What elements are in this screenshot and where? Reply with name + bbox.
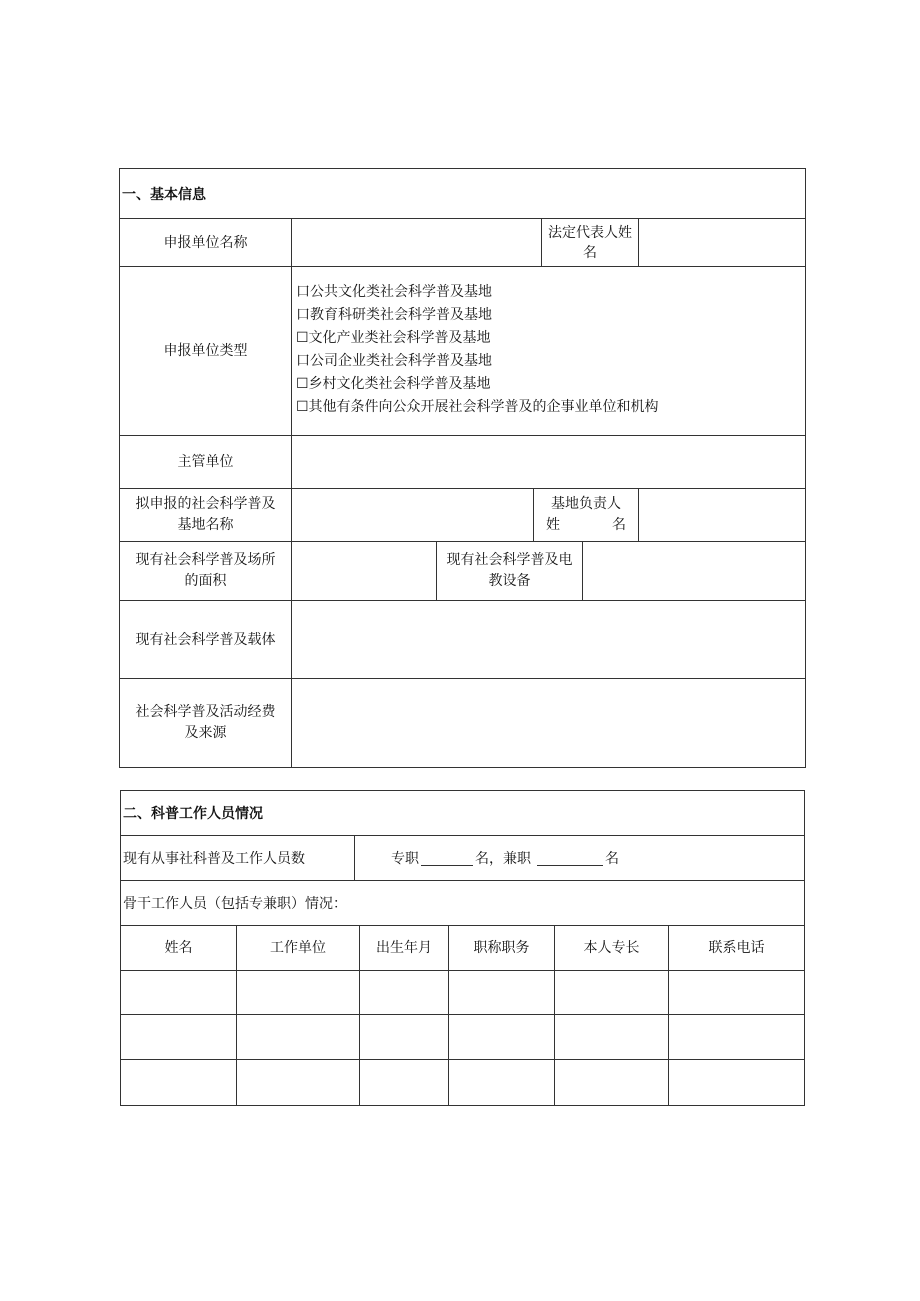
av-equipment-label: 现有社会科学普及电 教设备: [436, 541, 583, 601]
table-cell[interactable]: [668, 970, 805, 1015]
unit-type-option-education-research[interactable]: 口教育科研类社会科学普及基地: [296, 307, 492, 323]
unit-type-option-company-enterprise[interactable]: 口公司企业类社会科学普及基地: [296, 353, 492, 369]
column-header-phone: 联系电话: [668, 925, 805, 971]
parttime-count-blank[interactable]: [537, 851, 603, 866]
supervisor-field[interactable]: [291, 435, 806, 489]
table-cell[interactable]: [554, 1014, 669, 1060]
table-cell[interactable]: [554, 1059, 669, 1106]
av-equipment-field[interactable]: [582, 541, 806, 601]
section-title-text: 一、基本信息: [122, 186, 206, 203]
fulltime-prefix: 专职: [391, 851, 419, 867]
unit-type-option-public-culture[interactable]: 口公共文化类社会科学普及基地: [296, 284, 492, 300]
table-cell[interactable]: [359, 970, 449, 1015]
applicant-name-label: 申报单位名称: [119, 218, 292, 267]
table-cell[interactable]: [120, 1014, 237, 1060]
column-header-title-position: 职称职务: [448, 925, 555, 971]
table-cell[interactable]: [236, 1059, 360, 1106]
core-staff-label: 骨干工作人员（包括专兼职）情况：: [120, 880, 805, 926]
carrier-field[interactable]: [291, 600, 806, 679]
table-cell[interactable]: [359, 1014, 449, 1060]
legal-rep-field[interactable]: [638, 218, 806, 267]
venue-area-label: 现有社会科学普及场所 的面积: [119, 541, 292, 601]
venue-area-field[interactable]: [291, 541, 437, 601]
parttime-suffix: 名: [605, 851, 619, 867]
unit-type-option-other[interactable]: ☐其他有条件向公众开展社会科学普及的企事业单位和机构: [296, 399, 659, 415]
base-leader-field[interactable]: [638, 488, 806, 542]
carrier-label: 现有社会科学普及载体: [119, 600, 292, 679]
unit-type-option-rural-culture[interactable]: ☐乡村文化类社会科学普及基地: [296, 376, 491, 392]
base-name-field[interactable]: [291, 488, 534, 542]
table-cell[interactable]: [236, 970, 360, 1015]
column-header-workplace: 工作单位: [236, 925, 360, 971]
supervisor-label: 主管单位: [119, 435, 292, 489]
staff-count-label: 现有从事社科普及工作人员数: [120, 835, 355, 881]
legal-rep-label: 法定代表人姓 名: [541, 218, 639, 267]
funding-label: 社会科学普及活动经费 及来源: [119, 678, 292, 768]
table-cell[interactable]: [668, 1059, 805, 1106]
unit-type-option-culture-industry[interactable]: ☐文化产业类社会科学普及基地: [296, 330, 491, 346]
section-title-text: 二、科普工作人员情况: [123, 806, 263, 822]
table-cell[interactable]: [554, 970, 669, 1015]
fulltime-suffix: 名，兼职: [475, 851, 531, 867]
applicant-name-field[interactable]: [291, 218, 542, 267]
unit-type-label: 申报单位类型: [119, 266, 292, 436]
staff-count-field: [354, 835, 805, 881]
table-cell[interactable]: [668, 1014, 805, 1060]
table-cell[interactable]: [448, 1059, 555, 1106]
column-header-birth-date: 出生年月: [359, 925, 449, 971]
base-name-label: 拟申报的社会科学普及 基地名称: [119, 488, 292, 542]
table-cell[interactable]: [120, 1059, 237, 1106]
base-leader-label: 基地负责人 姓 名: [533, 488, 639, 542]
section-title-basic-info: [119, 168, 806, 219]
table-cell[interactable]: [448, 1014, 555, 1060]
column-header-specialty: 本人专长: [554, 925, 669, 971]
unit-type-options: [291, 266, 806, 436]
section-title-staff: [120, 790, 805, 836]
funding-field[interactable]: [291, 678, 806, 768]
fulltime-count-blank[interactable]: [421, 851, 473, 866]
table-cell[interactable]: [448, 970, 555, 1015]
table-cell[interactable]: [359, 1059, 449, 1106]
table-cell[interactable]: [120, 970, 237, 1015]
column-header-name: 姓名: [120, 925, 237, 971]
table-cell[interactable]: [236, 1014, 360, 1060]
